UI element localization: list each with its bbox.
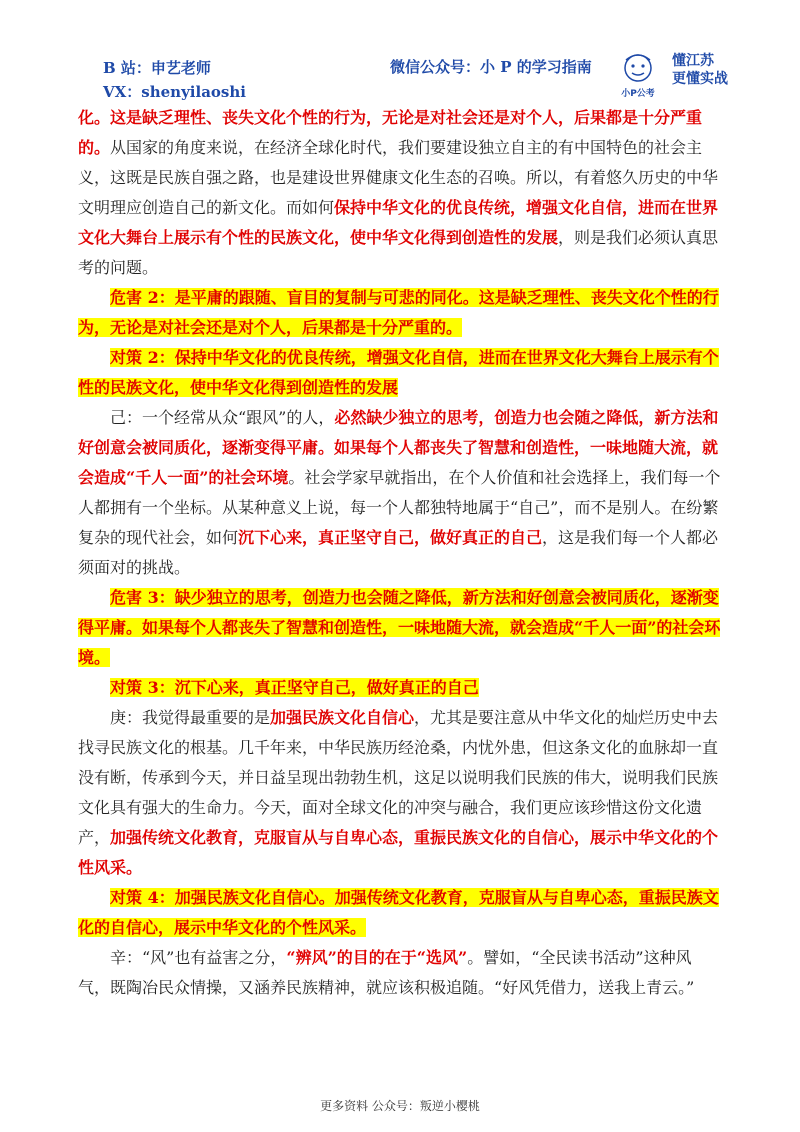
highlighted-text: 对策 3：沉下心来，真正坚守自己，做好真正的自己: [110, 678, 479, 697]
highlighted-text: 危害 3：缺少独立的思考，创造力也会随之降低，新方法和好创意会被同质化，逐渐变得平庸。如果每个人都丧失了智慧和创造性，一味地随大流，就会造成“千人一面”的社会环境。: [78, 588, 721, 667]
highlighted-text: 对策 2：保持中华文化的优良传统，增强文化自信，进而在世界文化大舞台上展示有个性的民族文化，使中华文化得到创造性的发展: [78, 348, 719, 397]
emphasis-text: 保持中华文化的优良传统，增强文化自信，进而在世界文化大舞台上展示有个性的民族文化，使中华文化得到创造性的发展: [78, 198, 719, 247]
bilibili-account: B 站：申艺老师: [103, 59, 211, 77]
wechat-id: VX：shenyilaoshi: [103, 83, 246, 101]
body-text: ，尤其是要注意从中华文化的灿烂历史中去找寻民族文化的根基。几千年来，中华民族历经沧桑，内忧外患，但这条文化的血脉却一直没有断，传承到今天，并日益呈现出勃勃生机，这足以说明我们民族的伟大，说明我们民族文化具有强大的生命力。今天，面对全球文化的冲突与融合，我们更应该珍惜这份文化遗产，: [78, 708, 719, 847]
emphasis-text: 必然缺少独立的思考，创造力也会随之降低，新方法和好创意会被同质化，逐渐变得平庸。如果每个人都丧失了智慧和创造性，一味地随大流，就会造成“千人一面”的社会环境: [78, 408, 719, 487]
body-text: ，则是我们必须认真思考的问题。: [78, 228, 719, 277]
emphasis-text: 加强传统文化教育，克服盲从与自卑心态，重振民族文化的自信心，展示中华文化的个性风采。: [78, 828, 719, 877]
paragraph-xin: [78, 943, 723, 1003]
emphasis-text: “辨风”的目的在于“选风”: [286, 948, 468, 967]
body-text: ，这是我们每一个人都必须面对的挑战。: [78, 528, 719, 577]
logo-caption: 小P公考: [621, 89, 655, 99]
measure-4: [78, 883, 723, 943]
logo-icon: [610, 50, 666, 100]
body-text: 。社会学家早就指出，在个人价值和社会选择上，我们每一个人都拥有一个坐标。从某种意义上说，每一个人都独特地属于“自己”，而不是别人。在纷繁复杂的现代社会，如何: [78, 468, 721, 547]
paragraph-geng: [78, 703, 723, 883]
slogan-line1: 懂江苏: [672, 53, 714, 69]
header-left: [103, 56, 246, 104]
hazard-3: [78, 583, 723, 673]
hazard-2: [78, 283, 723, 343]
body-text: 庚：我觉得最重要的是: [110, 708, 271, 727]
emphasis-text: 沉下心来，真正坚守自己，做好真正的自己: [238, 528, 543, 547]
body-text: 。譬如，“全民读书活动”这种风气，既陶冶民众情操，又涵养民族精神，就应该积极追随。“好风凭借力，送我上青云。”: [78, 948, 695, 997]
body-text: 己：一个经常从众“跟风”的人，: [110, 408, 335, 427]
body-text: 从国家的角度来说，在经济全球化时代，我们要建设独立自主的有中国特色的社会主义，这既是民族自强之路，也是建设世界健康文化生态的召唤。所以，有着悠久历史的中华文明理应创造自己的新文化。而如何: [78, 138, 719, 217]
article-body: [78, 103, 723, 1003]
slogan: [672, 52, 728, 88]
page-footer: 更多资料 公众号：叛逆小樱桃: [320, 1099, 480, 1113]
emphasis-text: 加强民族文化自信心: [270, 708, 415, 727]
public-account: 微信公众号：小 P 的学习指南: [390, 58, 592, 76]
highlighted-text: 危害 2：是平庸的跟随、盲目的复制与可悲的同化。这是缺乏理性、丧失文化个性的行为，无论是对社会还是对个人，后果都是十分严重的。: [78, 288, 719, 337]
measure-3: [78, 673, 723, 703]
paragraph-continuation: [78, 103, 723, 283]
slogan-line2: 更懂实战: [672, 71, 728, 87]
measure-2: [78, 343, 723, 403]
page-header: [95, 52, 745, 100]
paragraph-ji: [78, 403, 723, 583]
emphasis-text: 化。这是缺乏理性、丧失文化个性的行为，无论是对社会还是对个人，后果都是十分严重的。: [78, 108, 703, 157]
body-text: 辛：“风”也有益害之分，: [110, 948, 287, 967]
highlighted-text: 对策 4：加强民族文化自信心。加强传统文化教育，克服盲从与自卑心态，重振民族文化的自信心，展示中华文化的个性风采。: [78, 888, 719, 937]
